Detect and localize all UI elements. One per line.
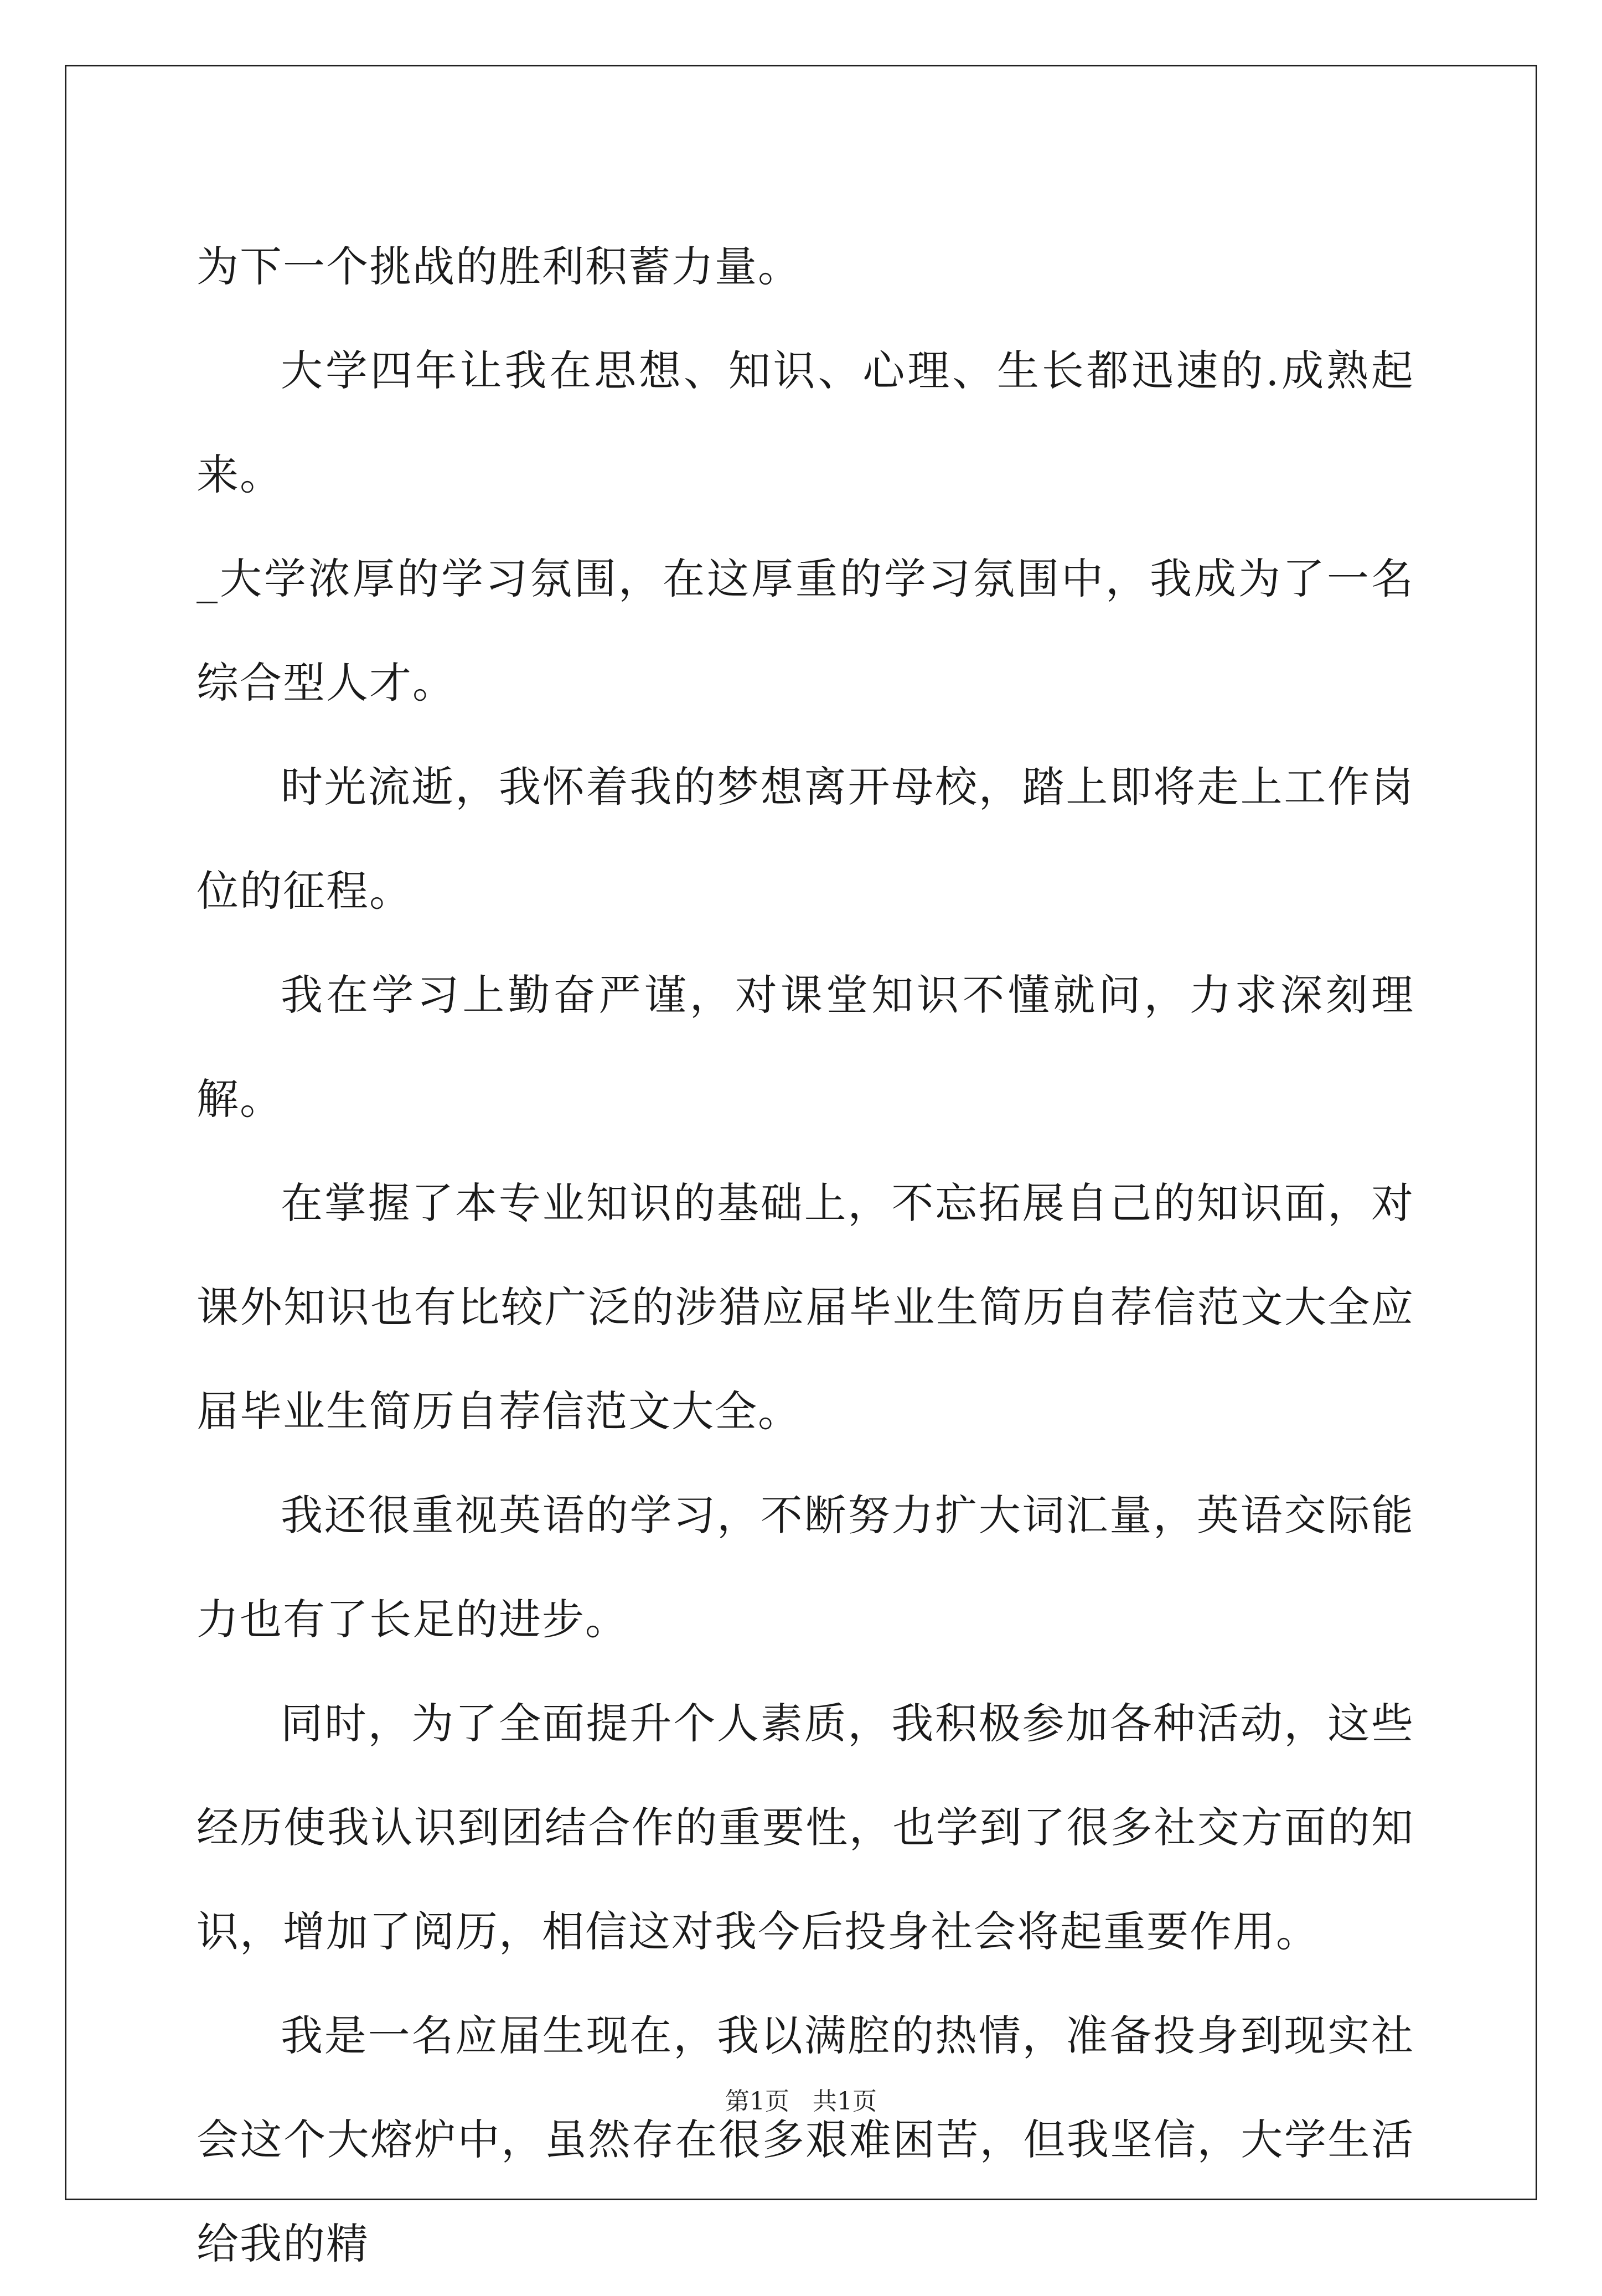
paragraph-4: 时光流逝，我怀着我的梦想离开母校，踏上即将走上工作岗位的征程。 bbox=[197, 762, 1414, 916]
paragraph-3: _大学浓厚的学习氛围，在这厚重的学习氛围中，我成为了一名综合型人才。 bbox=[197, 554, 1414, 707]
paragraph-5: 我在学习上勤奋严谨，对课堂知识不懂就问，力求深刻理解。 bbox=[197, 970, 1414, 1124]
paragraph-7: 我还很重视英语的学习，不断努力扩大词汇量，英语交际能力也有了长足的进步。 bbox=[197, 1491, 1414, 1644]
document-body bbox=[197, 215, 1414, 2296]
paragraph-1: 为下一个挑战的胜利积蓄力量。 bbox=[197, 242, 801, 291]
page-footer bbox=[0, 2081, 1602, 2117]
paragraph-2: 大学四年让我在思想、知识、心理、生长都迅速的.成熟起来。 bbox=[197, 346, 1414, 499]
paragraph-8: 同时，为了全面提升个人素质，我积极参加各种活动，这些经历使我认识到团结合作的重要性，也学到了很多社交方面的知识，增加了阅历，相信这对我今后投身社会将起重要作用。 bbox=[197, 1699, 1414, 1956]
paragraph-9: 我是一名应届生现在，我以满腔的热情，准备投身到现实社会这个大熔炉中，虽然存在很多艰难困苦，但我坚信，大学生活给我的精 bbox=[197, 2011, 1414, 2268]
page-total: 共1页 bbox=[812, 2087, 877, 2116]
paragraph-6: 在掌握了本专业知识的基础上，不忘拓展自己的知识面，对课外知识也有比较广泛的涉猎应届毕业生简历自荐信范文大全应届毕业生简历自荐信范文大全。 bbox=[197, 1178, 1414, 1436]
page-number: 第1页 bbox=[725, 2087, 790, 2116]
